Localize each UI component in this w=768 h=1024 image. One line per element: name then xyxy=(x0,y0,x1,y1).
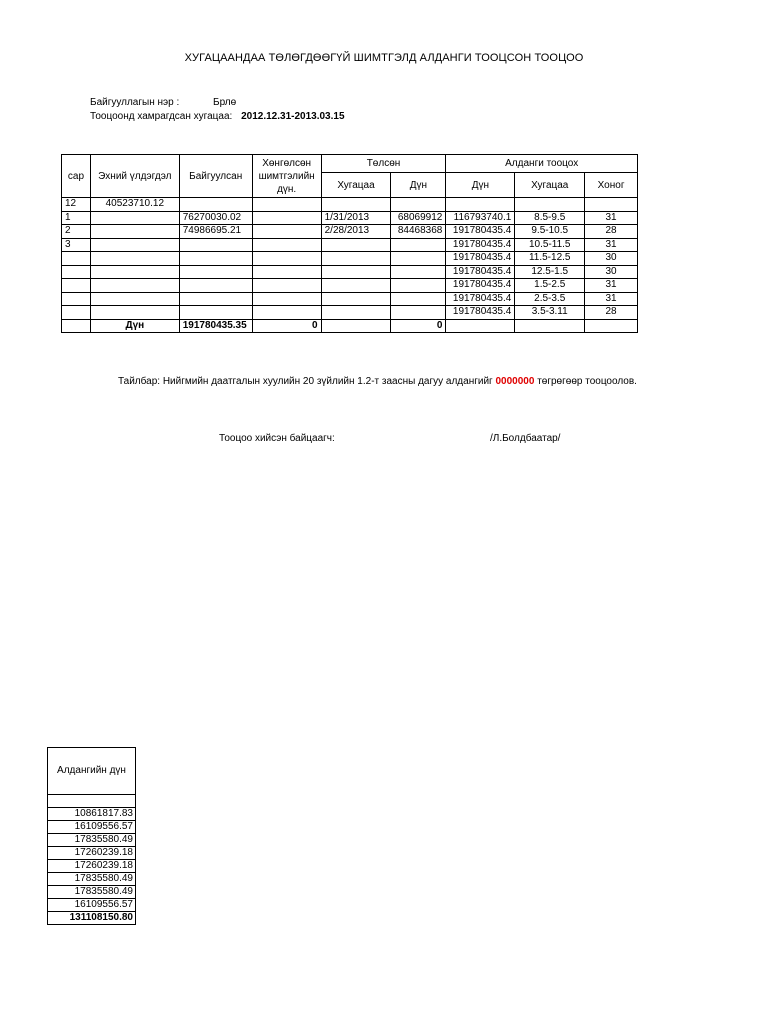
cell-reduced xyxy=(252,198,321,212)
cell-penalty-amount: 191780435.4 xyxy=(446,238,515,252)
cell-opening xyxy=(90,265,179,279)
cell-month: 3 xyxy=(62,238,91,252)
cell-created xyxy=(179,279,252,293)
table-row xyxy=(62,279,638,293)
cell-created xyxy=(179,252,252,266)
cell-penalty-period: 8.5-9.5 xyxy=(515,211,585,225)
cell-paid-date xyxy=(321,306,391,320)
table-row xyxy=(62,292,638,306)
signature-label: Тооцоо хийсэн байцаагч: xyxy=(219,433,335,444)
cell-created xyxy=(179,265,252,279)
totals-penalty-amount xyxy=(446,319,515,333)
penalty-calculation-table xyxy=(61,154,638,333)
cell-penalty-days: 30 xyxy=(585,252,638,266)
cell-paid-amount xyxy=(391,292,446,306)
cell-penalty-days: 31 xyxy=(585,211,638,225)
penalty-amount-table xyxy=(47,747,136,925)
cell-penalty-period: 1.5-2.5 xyxy=(515,279,585,293)
table-row xyxy=(62,265,638,279)
table-row xyxy=(62,306,638,320)
note-text-end: төгрөгөөр тооцоолов. xyxy=(534,376,637,387)
cell-opening xyxy=(90,211,179,225)
totals-reduced: 0 xyxy=(252,319,321,333)
cell-reduced xyxy=(252,306,321,320)
side-value: 17260239.18 xyxy=(48,847,136,860)
cell-penalty-days: 28 xyxy=(585,225,638,239)
cell-created xyxy=(179,292,252,306)
cell-penalty-period xyxy=(515,198,585,212)
header-month: сар xyxy=(62,155,91,198)
cell-paid-amount: 68069912 xyxy=(391,211,446,225)
cell-month: 2 xyxy=(62,225,91,239)
cell-penalty-amount: 191780435.4 xyxy=(446,265,515,279)
cell-penalty-amount: 116793740.1 xyxy=(446,211,515,225)
period-value: 2012.12.31-2013.03.15 xyxy=(241,111,345,122)
side-value: 16109556.57 xyxy=(48,821,136,834)
cell-paid-date: 1/31/2013 xyxy=(321,211,391,225)
cell-penalty-days: 31 xyxy=(585,292,638,306)
cell-reduced xyxy=(252,265,321,279)
cell-reduced xyxy=(252,279,321,293)
cell-penalty-period: 12.5-1.5 xyxy=(515,265,585,279)
header-penalty-period: Хугацаа xyxy=(515,173,585,198)
cell-month xyxy=(62,292,91,306)
table-row xyxy=(62,252,638,266)
cell-paid-date: 2/28/2013 xyxy=(321,225,391,239)
cell-penalty-period: 3.5-3.11 xyxy=(515,306,585,320)
cell-paid-date xyxy=(321,252,391,266)
period-line xyxy=(90,111,345,122)
cell-month xyxy=(62,265,91,279)
side-empty-cell xyxy=(48,795,136,808)
side-value: 17260239.18 xyxy=(48,860,136,873)
cell-created xyxy=(179,306,252,320)
cell-opening xyxy=(90,292,179,306)
cell-month: 1 xyxy=(62,211,91,225)
cell-penalty-amount xyxy=(446,198,515,212)
cell-opening xyxy=(90,279,179,293)
cell-paid-amount xyxy=(391,198,446,212)
cell-paid-date xyxy=(321,292,391,306)
cell-opening xyxy=(90,238,179,252)
page-title: ХУГАЦААНДАА ТӨЛӨГДӨӨГҮЙ ШИМТГЭЛД АЛДАНГИ ТООЦСОН ТООЦОО xyxy=(184,52,584,64)
cell-paid-date xyxy=(321,279,391,293)
cell-paid-amount: 84468368 xyxy=(391,225,446,239)
header-penalty-amount: Дүн xyxy=(446,173,515,198)
signature-name: /Л.Болдбаатар/ xyxy=(490,433,561,444)
period-label: Тооцоонд хамрагдсан хугацаа: xyxy=(90,111,233,122)
organization-line xyxy=(90,97,237,108)
cell-created xyxy=(179,198,252,212)
org-label: Байгууллагын нэр : xyxy=(90,97,180,108)
cell-month xyxy=(62,306,91,320)
cell-reduced xyxy=(252,238,321,252)
cell-penalty-amount: 191780435.4 xyxy=(446,306,515,320)
cell-reduced xyxy=(252,225,321,239)
side-total: 131108150.80 xyxy=(48,912,136,925)
header-penalty: Алданги тооцох xyxy=(446,155,638,173)
org-value: Брлө xyxy=(213,97,237,108)
explanation-note xyxy=(90,374,650,390)
table-row xyxy=(62,198,638,212)
header-paid-amount: Дүн xyxy=(391,173,446,198)
cell-created xyxy=(179,238,252,252)
cell-created: 76270030.02 xyxy=(179,211,252,225)
cell-penalty-days: 28 xyxy=(585,306,638,320)
header-paid-date: Хугацаа xyxy=(321,173,391,198)
side-value: 17835580.49 xyxy=(48,873,136,886)
side-value: 17835580.49 xyxy=(48,834,136,847)
totals-penalty-period xyxy=(515,319,585,333)
header-opening-balance: Эхний үлдэгдэл xyxy=(90,155,179,198)
cell-opening: 40523710.12 xyxy=(90,198,179,212)
totals-label: Дүн xyxy=(90,319,179,333)
note-text: Тайлбар: Нийгмийн даатгалын хуулийн 20 зүйлийн 1.2-т заасны дагуу алдангийг xyxy=(118,376,496,387)
cell-penalty-amount: 191780435.4 xyxy=(446,279,515,293)
cell-paid-amount xyxy=(391,252,446,266)
side-header: Алдангийн дүн xyxy=(48,748,136,795)
cell-paid-amount xyxy=(391,238,446,252)
cell-paid-date xyxy=(321,265,391,279)
header-penalty-days: Хоног xyxy=(585,173,638,198)
cell-penalty-period: 10.5-11.5 xyxy=(515,238,585,252)
side-value: 16109556.57 xyxy=(48,899,136,912)
totals-penalty-days xyxy=(585,319,638,333)
cell-paid-amount xyxy=(391,265,446,279)
cell-month xyxy=(62,252,91,266)
cell-reduced xyxy=(252,292,321,306)
cell-penalty-days: 30 xyxy=(585,265,638,279)
cell-paid-date xyxy=(321,198,391,212)
cell-paid-amount xyxy=(391,279,446,293)
cell-penalty-period: 9.5-10.5 xyxy=(515,225,585,239)
cell-reduced xyxy=(252,211,321,225)
cell-opening xyxy=(90,252,179,266)
note-highlight-amount: 0000000 xyxy=(495,376,535,387)
cell-penalty-amount: 191780435.4 xyxy=(446,292,515,306)
cell-month xyxy=(62,279,91,293)
cell-paid-amount xyxy=(391,306,446,320)
cell-created: 74986695.21 xyxy=(179,225,252,239)
header-created: Байгуулсан xyxy=(179,155,252,198)
cell-month: 12 xyxy=(62,198,91,212)
totals-paid-amount: 0 xyxy=(391,319,446,333)
cell-opening xyxy=(90,225,179,239)
cell-opening xyxy=(90,306,179,320)
totals-created: 191780435.35 xyxy=(179,319,252,333)
side-value: 10861817.83 xyxy=(48,808,136,821)
header-paid: Төлсөн xyxy=(321,155,446,173)
cell-penalty-period: 2.5-3.5 xyxy=(515,292,585,306)
totals-paid-date xyxy=(321,319,391,333)
cell-penalty-amount: 191780435.4 xyxy=(446,252,515,266)
cell-reduced xyxy=(252,252,321,266)
cell-month xyxy=(62,319,91,333)
table-row xyxy=(62,211,638,225)
cell-paid-date xyxy=(321,238,391,252)
cell-penalty-days: 31 xyxy=(585,238,638,252)
table-row xyxy=(62,225,638,239)
cell-penalty-period: 11.5-12.5 xyxy=(515,252,585,266)
header-reduced-amount: Хөнгөлсөн шимтгэлийн дүн. xyxy=(252,155,321,198)
side-value: 17835580.49 xyxy=(48,886,136,899)
totals-row xyxy=(62,319,638,333)
cell-penalty-amount: 191780435.4 xyxy=(446,225,515,239)
cell-penalty-days xyxy=(585,198,638,212)
cell-penalty-days: 31 xyxy=(585,279,638,293)
table-row xyxy=(62,238,638,252)
